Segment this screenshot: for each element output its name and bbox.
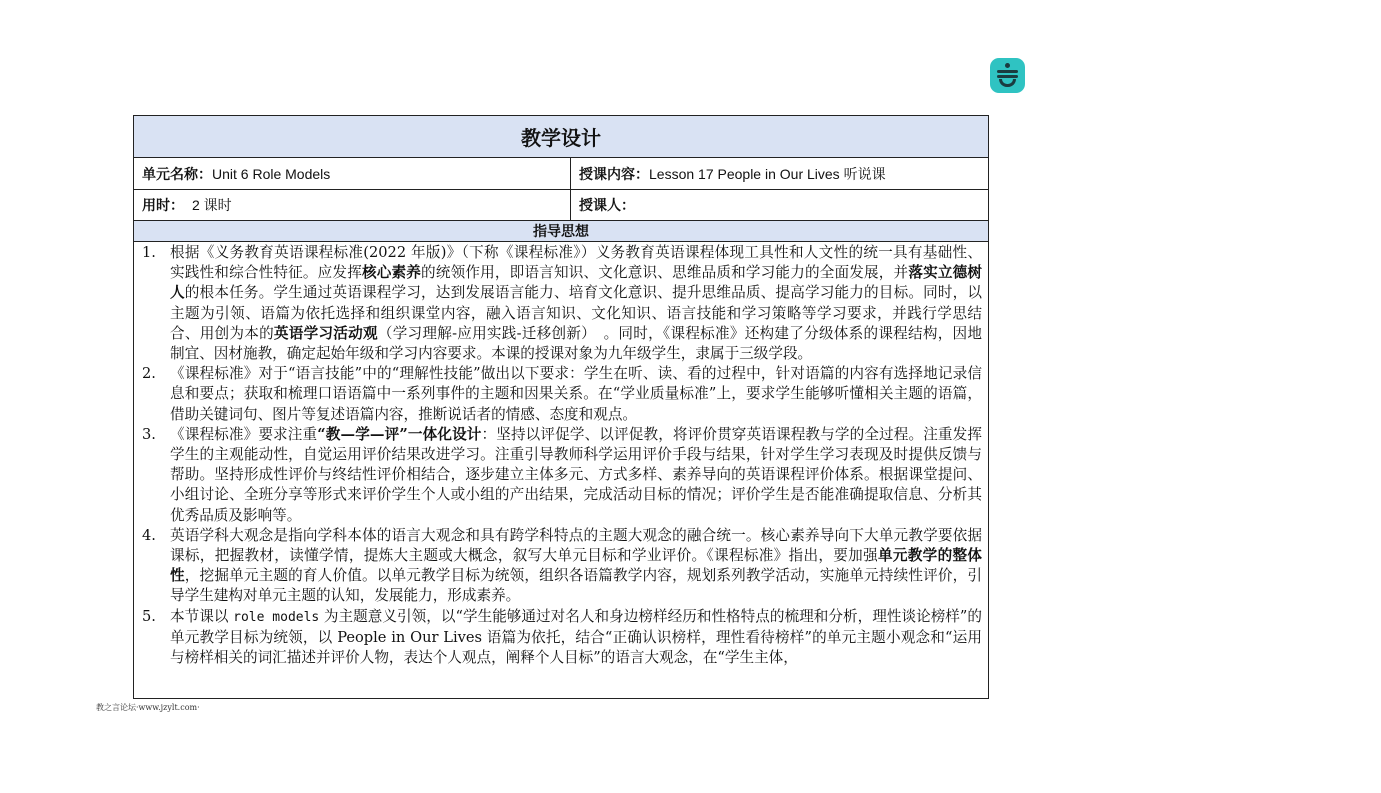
- time-value: 2 课时: [192, 197, 232, 213]
- list-item: [142, 607, 982, 669]
- guiding-ideas-list: [134, 242, 988, 668]
- item-text: 根据《义务教育英语课程标准(2022 年版)》（下称《课程标准》）义务教育英语课程体现工具性和人文性的统一具有基础性、实践性和综合性特征。应发挥核心素养的统领作用，即语言知识、文化意识、思维品质和学习能力的全面发展，并落实立德树人的根本任务。学生通过英语课程学习，达到发展语言能力、培育文化意识、提升思维品质、提高学习能力的目标。同时，以主题为引领、语篇为依托选择和组织课堂内容，融入语言知识、文化知识、语言技能和学习策略等学习要求，并践行学思结合、用创为本的英语学习活动观（学习理解-应用实践-迁移创新） 。同时，《课程标准》还构建了分级体系的课程结构，因地制宜、因材施教，确定起始年级和学习内容要求。本课的授课对象为九年级学生，隶属于三级学段。: [170, 244, 982, 363]
- unit-name-cell: [134, 158, 571, 189]
- teacher-cell: [571, 190, 988, 220]
- item-number: 1.: [142, 244, 156, 261]
- item-number: 2.: [142, 365, 156, 383]
- unit-name-value: Unit 6 Role Models: [212, 165, 331, 182]
- app-logo-icon: [990, 58, 1025, 93]
- item-text: 《课程标准》要求注重“教—学—评”一体化设计：坚持以评促学、以评促教，将评价贯穿英语课程教与学的全过程。注重发挥学生的主观能动性，自觉运用评价结果改进学习。注重引导教师科学运用评价手段与结果，针对学生学习表现及时提供反馈与帮助。坚持形成性评价与终结性评价相结合，逐步建立主体多元、方式多样、素养导向的英语课程评价体系。根据课堂提问、小组讨论、全班分享等形式来评价学生个人或小组的产出结果，完成活动目标的情况；评价学生是否能准确提取信息、分析其优秀品质及影响等。: [170, 425, 982, 524]
- lesson-content-label: 授课内容：: [579, 165, 649, 182]
- lesson-content-cell: [571, 158, 988, 189]
- time-cell: [134, 190, 571, 220]
- item-text: 《课程标准》对于“语言技能”中的“理解性技能”做出以下要求：学生在听、读、看的过程中，针对语篇的内容有选择地记录信息和要点；获取和梳理口语语篇中一系列事件的主题和因果关系。在“学业质量标准”上，要求学生能够听懂相关主题的语篇，借助关键词句、图片等复述语篇内容，推断说话者的情感、态度和观点。: [170, 365, 982, 423]
- guiding-ideas-heading: 指导思想: [134, 221, 988, 242]
- item-text: 英语学科大观念是指向学科本体的语言大观念和具有跨学科特点的主题大观念的融合统一。核心素养导向下大单元教学要依据课标，把握教材，读懂学情，提炼大主题或大概念，叙写大单元目标和学业评价。《课程标准》指出，要加强单元教学的整体性，挖掘单元主题的育人价值。以单元教学目标为统领，组织各语篇教学内容，规划系列教学活动，实施单元持续性评价，引导学生建构对单元主题的认知，发展能力，形成素养。: [170, 526, 982, 605]
- list-item: [142, 243, 982, 364]
- info-row-unit: [134, 158, 988, 190]
- teacher-label: 授课人：: [579, 197, 635, 213]
- footer-watermark: 教之言论坛·www.jzylt.com·: [96, 703, 200, 712]
- unit-name-label: 单元名称：: [142, 165, 212, 182]
- item-text: 本节课以 role models 为主题意义引领，以“学生能够通过对名人和身边榜样经历和性格特点的梳理和分析，理性谈论榜样”的单元教学目标为统领，以 People in Our Lives 语篇为依托，结合“正确认识榜样，理性看待榜样”的单元主题小观念和“运用与榜样相关的词汇描述并评价人物，表达个人观点，阐释个人目标”的语言大观念，在“学生主体，: [170, 607, 983, 667]
- document-title: 教学设计: [134, 116, 988, 158]
- time-label: 用时：: [142, 197, 184, 213]
- list-item: [142, 526, 982, 607]
- item-number: 5.: [142, 607, 156, 625]
- list-item: [142, 425, 982, 526]
- item-number: 3.: [142, 425, 156, 443]
- lesson-content-value: Lesson 17 People in Our Lives 听说课: [649, 165, 886, 182]
- info-row-time: [134, 190, 988, 221]
- list-item: [142, 364, 982, 425]
- item-number: 4.: [142, 526, 156, 544]
- lesson-design-table: [133, 115, 989, 699]
